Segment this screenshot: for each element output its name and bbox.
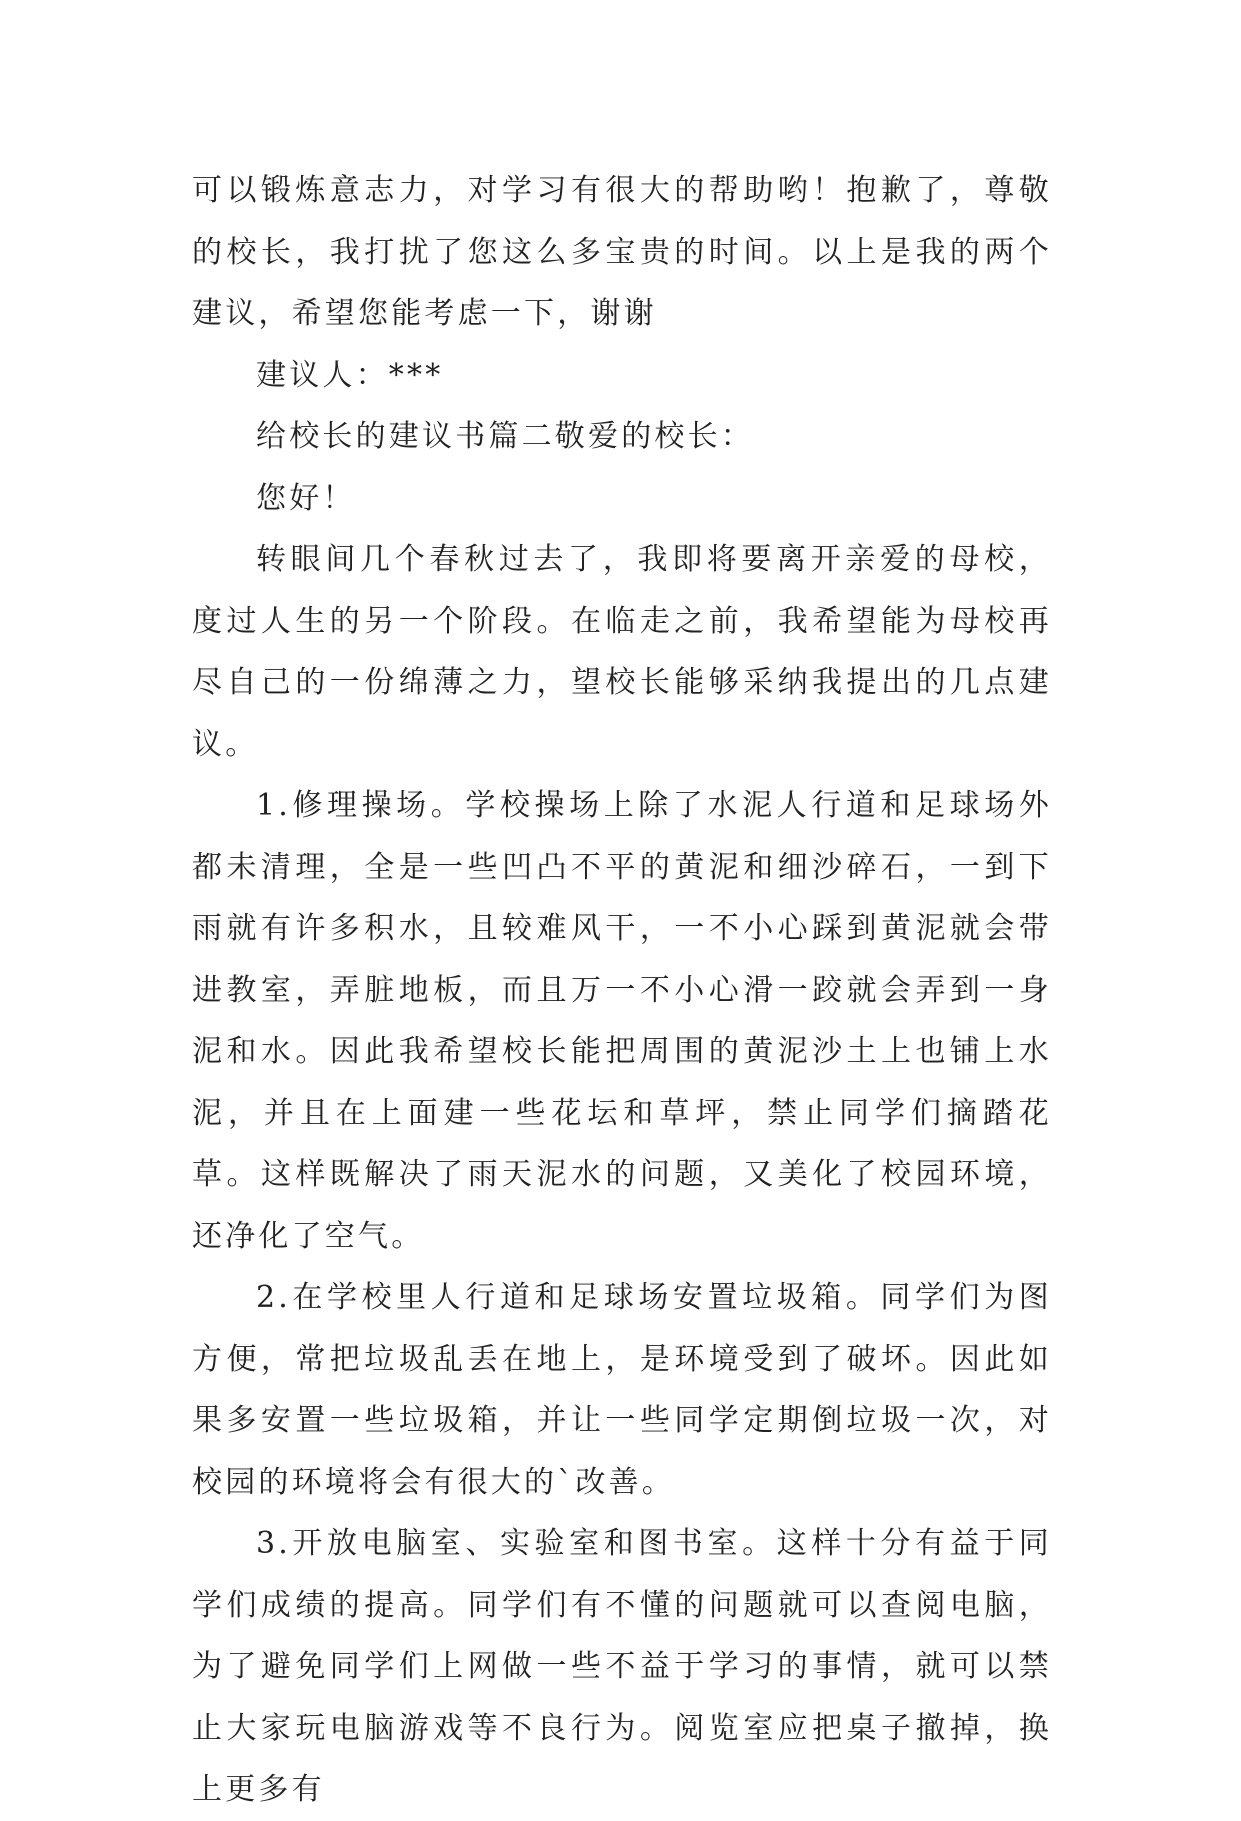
paragraph-intro: 转眼间几个春秋过去了，我即将要离开亲爱的母校，度过人生的另一个阶段。在临走之前，我希望能为母校再尽自己的一份绵薄之力，望校长能够采纳我提出的几点建议。 (192, 542, 1052, 762)
paragraph-greeting: 您好！ (256, 480, 356, 516)
paragraph-heading: 给校长的建议书篇二敬爱的校长： (256, 419, 754, 454)
document-body (192, 160, 1052, 1821)
paragraph-1: 可以锻炼意志力，对学习有很大的帮助哟！抱歉了，尊敬的校长，我打扰了您这么多宝贵的时间。以上是我的两个建议，希望您能考虑一下，谢谢 (192, 173, 1052, 331)
paragraph-suggestion-3: 3.开放电脑室、实验室和图书室。这样十分有益于同学们成绩的提高。同学们有不懂的问题就可以查阅电脑，为了避免同学们上网做一些不益于学习的事情，就可以禁止大家玩电脑游戏等不良行为。阅览室应把桌子撤掉，换上更多有 (192, 1526, 1052, 1807)
paragraph-suggestion-1: 1.修理操场。学校操场上除了水泥人行道和足球场外都未清理，全是一些凹凸不平的黄泥和细沙碎石，一到下雨就有许多积水，且较难风干，一不小心踩到黄泥就会带进教室，弄脏地板，而且万一不小心滑一跤就会弄到一身泥和水。因此我希望校长能把周围的黄泥沙土上也铺上水泥，并且在上面建一些花坛和草坪，禁止同学们摘踏花草。这样既解决了雨天泥水的问题，又美化了校园环境，还净化了空气。 (192, 788, 1052, 1254)
paragraph-signature: 建议人：*** (256, 357, 444, 393)
paragraph-suggestion-2: 2.在学校里人行道和足球场安置垃圾箱。同学们为图方便，常把垃圾乱丢在地上，是环境受到了破坏。因此如果多安置一些垃圾箱，并让一些同学定期倒垃圾一次，对校园的环境将会有很大的`改善。 (192, 1280, 1052, 1500)
